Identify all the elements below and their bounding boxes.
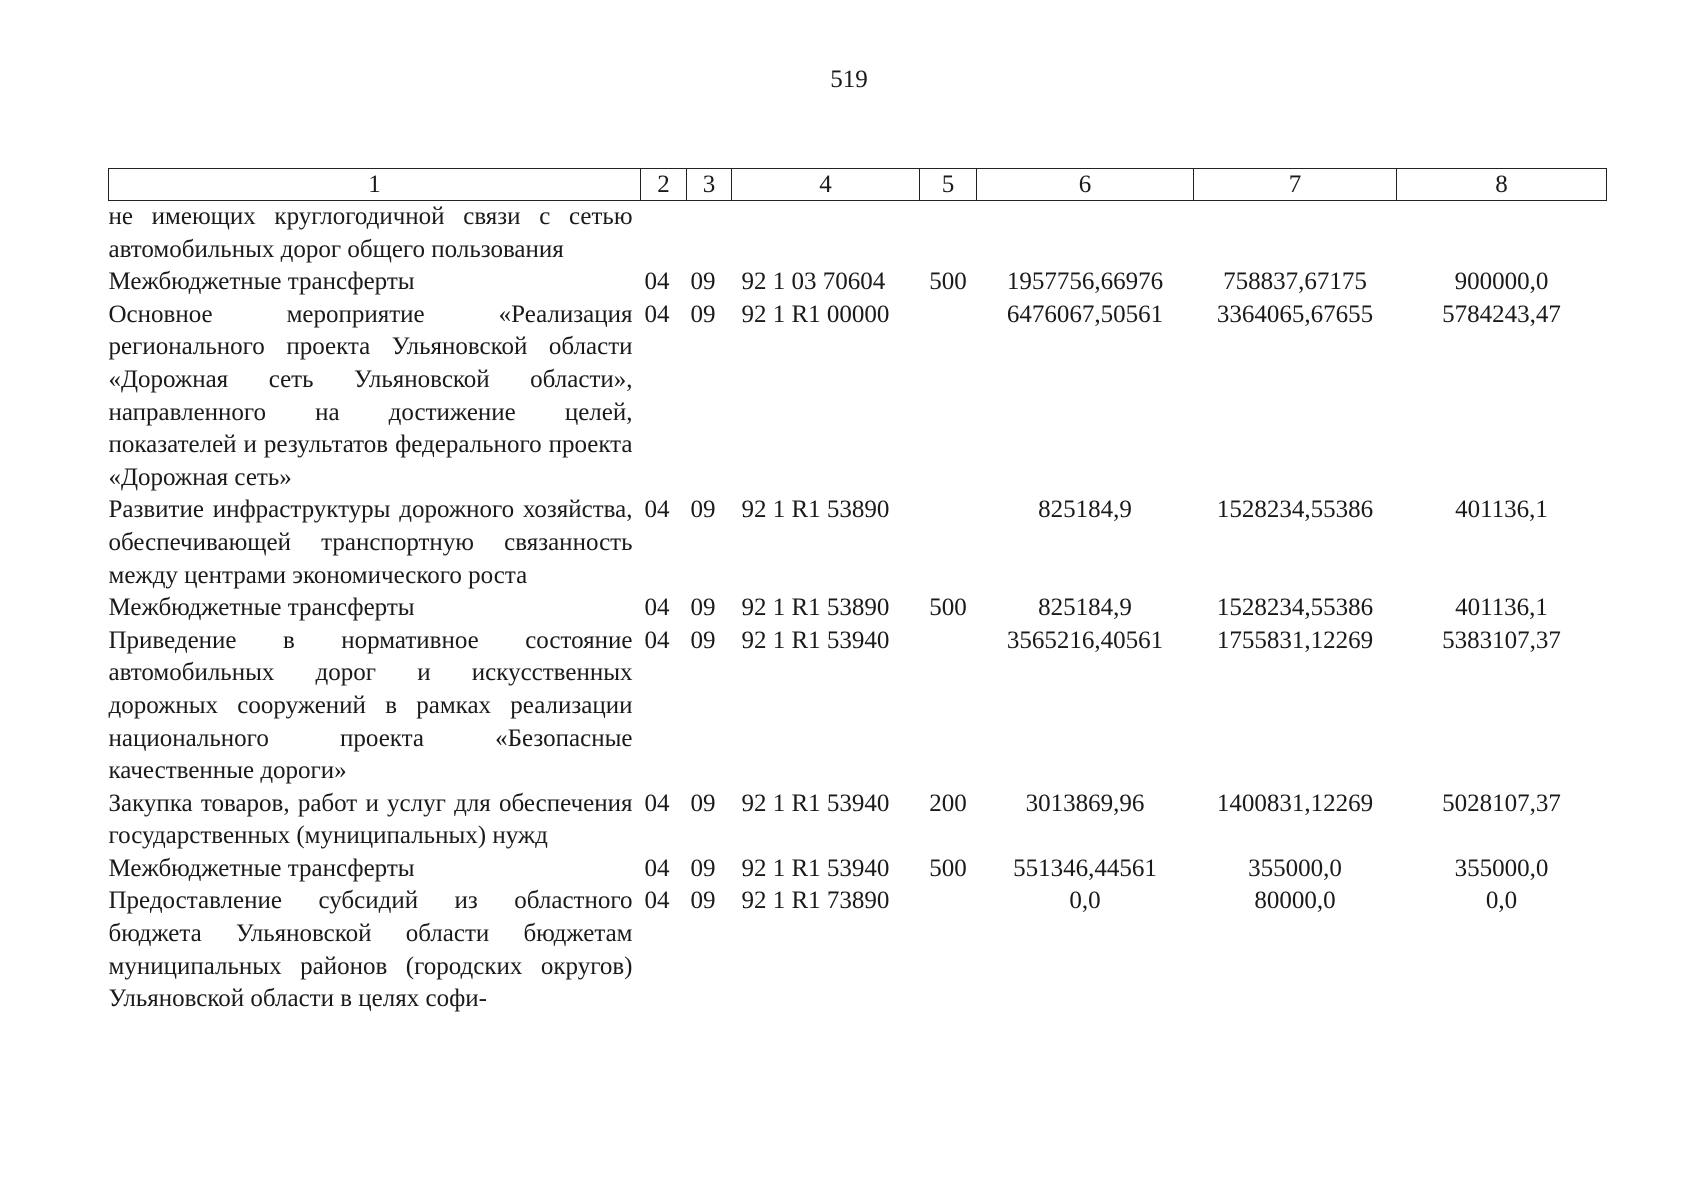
row-expense-type: 200	[929, 789, 967, 817]
row-value-col6: 825184,9	[1038, 496, 1132, 524]
row-subsection: 09	[690, 496, 716, 524]
row-expense-type: 500	[929, 268, 967, 296]
row-value-col7: 758837,67175	[1223, 268, 1367, 296]
row-subsection: 09	[690, 854, 716, 882]
row-value-col6: 6476067,50561	[1006, 300, 1164, 328]
header-col-5: 5	[920, 169, 977, 201]
row-value-col6	[977, 201, 1194, 267]
row-name: Межбюджетные трансферты	[108, 594, 415, 622]
table-row	[109, 788, 1607, 853]
row-expense-type	[920, 885, 977, 1015]
row-name: Развитие инфраструктуры дорожного хозяйства, обеспечивающей транспортную связанность между центрами экономического роста	[108, 496, 633, 589]
row-section: 04	[644, 594, 670, 622]
row-expense-type	[920, 625, 977, 788]
row-value-col6: 825184,9	[1038, 594, 1132, 622]
row-subsection: 09	[690, 626, 716, 654]
row-value-col7: 3364065,67655	[1216, 300, 1374, 328]
row-expense-type	[920, 494, 977, 592]
row-target-code: 92 1 R1 53890	[741, 496, 890, 524]
row-name: Межбюджетные трансферты	[108, 268, 415, 296]
row-section: 04	[644, 626, 670, 654]
row-section: 04	[644, 300, 670, 328]
row-value-col7	[1194, 201, 1397, 267]
row-expense-type: 500	[929, 594, 967, 622]
row-section: 04	[644, 854, 670, 882]
row-value-col8: 5784243,47	[1442, 300, 1561, 328]
row-expense-type: 500	[929, 854, 967, 882]
table-row	[109, 494, 1607, 592]
row-value-col7: 1400831,12269	[1216, 789, 1374, 817]
row-name: Основное мероприятие «Реализация регионального проекта Ульяновской области «Дорожная сеть Ульяновской области», направленного на достижение целей, показателей и результатов федерального проекта «Дорожная сеть»	[108, 300, 633, 491]
row-expense-type	[920, 299, 977, 495]
table-row	[109, 592, 1607, 625]
row-name: Приведение в нормативное состояние автомобильных дорог и искусственных дорожных сооружений в рамках реализации национального проекта «Безопасные качественные дороги»	[108, 626, 633, 785]
header-col-8: 8	[1397, 169, 1607, 201]
table-row	[109, 885, 1607, 1015]
row-value-col6: 3565216,40561	[1006, 626, 1164, 654]
row-target-code: 92 1 R1 53940	[741, 789, 890, 817]
row-subsection: 09	[690, 887, 716, 915]
row-value-col6: 0,0	[1069, 887, 1101, 915]
header-col-2: 2	[641, 169, 687, 201]
row-subsection: 09	[690, 268, 716, 296]
header-col-4: 4	[732, 169, 920, 201]
row-value-col8: 355000,0	[1454, 854, 1549, 882]
row-subsection: 09	[690, 789, 716, 817]
budget-table	[108, 168, 1607, 1016]
row-name: Межбюджетные трансферты	[108, 854, 415, 882]
row-subsection: 09	[690, 300, 716, 328]
row-value-col8: 5028107,37	[1442, 789, 1561, 817]
row-target-code	[732, 201, 920, 267]
row-value-col6: 1957756,66976	[1006, 268, 1164, 296]
page-number: 519	[830, 66, 868, 93]
row-value-col6: 551346,44561	[1013, 854, 1157, 882]
row-value-col7: 1755831,12269	[1216, 626, 1374, 654]
row-value-col8: 401136,1	[1455, 496, 1548, 524]
row-section	[641, 201, 687, 267]
header-col-7: 7	[1194, 169, 1397, 201]
row-value-col8: 900000,0	[1454, 268, 1549, 296]
row-target-code: 92 1 R1 73890	[741, 887, 890, 915]
row-value-col7: 80000,0	[1254, 887, 1336, 915]
row-name: Предоставление субсидий из областного бюджета Ульяновской области бюджетам муниципальных районов (городских округов) Ульяновской области в целях софи-	[108, 887, 633, 1013]
row-subsection: 09	[690, 594, 716, 622]
table-row	[109, 266, 1607, 299]
row-target-code: 92 1 03 70604	[741, 268, 886, 296]
table-header-row	[109, 169, 1607, 201]
row-target-code: 92 1 R1 53940	[741, 626, 890, 654]
row-section: 04	[644, 268, 670, 296]
row-section: 04	[644, 789, 670, 817]
row-target-code: 92 1 R1 53940	[741, 854, 890, 882]
table-row	[109, 299, 1607, 495]
row-value-col8: 0,0	[1485, 887, 1518, 915]
row-value-col8: 5383107,37	[1442, 626, 1561, 654]
row-expense-type	[920, 201, 977, 267]
row-section: 04	[644, 887, 670, 915]
header-col-3: 3	[687, 169, 732, 201]
row-name: не имеющих круглогодичной связи с сетью автомобильных дорог общего пользования	[108, 203, 633, 263]
row-target-code: 92 1 R1 53890	[741, 594, 890, 622]
header-col-1: 1	[109, 169, 641, 201]
row-value-col8	[1397, 201, 1607, 267]
row-name: Закупка товаров, работ и услуг для обеспечения государственных (муниципальных) нужд	[108, 789, 633, 850]
row-value-col7: 1528234,55386	[1216, 594, 1374, 622]
row-value-col7: 1528234,55386	[1216, 496, 1374, 524]
row-section: 04	[644, 496, 670, 524]
row-value-col6: 3013869,96	[1025, 789, 1145, 817]
row-value-col7: 355000,0	[1248, 854, 1342, 882]
table-row	[109, 625, 1607, 788]
table-row	[109, 201, 1607, 267]
header-col-6: 6	[977, 169, 1194, 201]
row-value-col8: 401136,1	[1455, 594, 1548, 622]
row-subsection	[687, 201, 732, 267]
row-target-code: 92 1 R1 00000	[741, 300, 890, 328]
table-row	[109, 853, 1607, 886]
